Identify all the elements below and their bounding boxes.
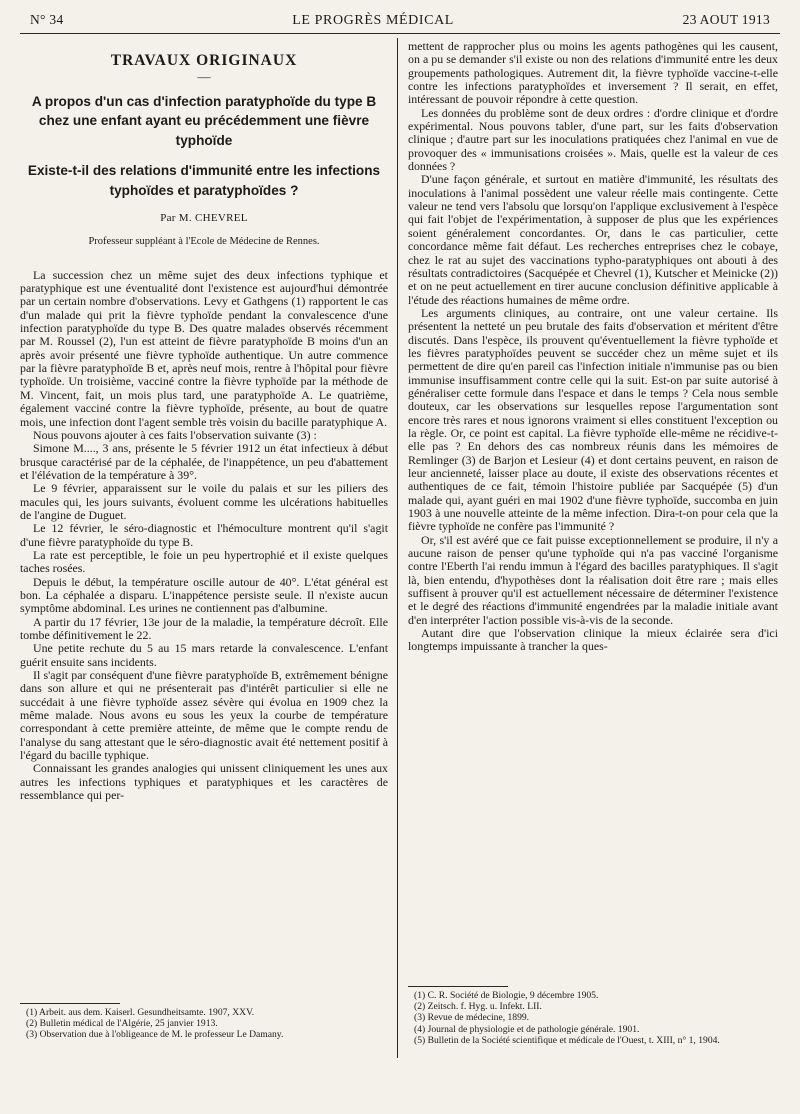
footnote-rule-left [20, 1003, 120, 1004]
column-divider [397, 38, 398, 1058]
running-head [30, 12, 770, 32]
right-body-text [408, 40, 778, 654]
right-footnotes [414, 990, 776, 1046]
paragraph: Connaissant les grandes analogies qui unissent cliniquement les unes aux autres les infections typhiques et paratyphiques et les caractères de ressemblance qui per- [20, 761, 388, 803]
footnote-rule-right [408, 986, 508, 987]
left-body-text [20, 269, 388, 803]
paragraph: La succession chez un même sujet des deux infections typhique et paratyphique est une éventualité dont l'existence est aujourd'hui démontrée par un certain nombre d'observations. Levy et Gathgens (1) rapportent le cas d'un malade qui prit la fièvre typhoïde pendant la convalescence d'une infection paratyphoïde du type B. Des quatre malades observés récemment par M. Roussel (2), l'un est atteint de fièvre paratyphoïde B moins d'un an après avoir présenté une fièvre typhoïde authentique. Un autre commence par la fièvre paratyphoïde B et, après neuf mois, rentre à l'hôpital pour fièvre typhoïde. Un troisième, vacciné contre la fièvre typhoïde par la méthode de M. Vincent, fait, un mois plus tard, une paratyphoïde A. Le quatrième, également vacciné contre la fièvre typhoïde, présente, au bout de quatre mois, une infection dont l'agent semble très voisin du bacille paratyphique A. [20, 267, 388, 429]
paragraph: mettent de rapprocher plus ou moins les agents pathogènes qui les causent, on a pu se demander s'il existe ou non des relations d'immunité entre les deux groupements pathologiques. Autrement dit, la fièvre typhoïde vaccine-t-elle contre les infections paratyphoïdes et inversement ? Il serait, en effet, intéressant de pouvoir répondre à cette question. [408, 40, 778, 107]
article-subtitle: Existe-t-il des relations d'immunité entre les infections typhoïdes et paratyphoïdes ? [27, 163, 381, 198]
header-rule [20, 33, 780, 34]
article-title: A propos d'un cas d'infection paratyphoïde du type B chez une enfant ayant eu précédemment une fièvre typhoïde [31, 94, 377, 148]
right-column [408, 40, 778, 984]
paragraph: A partir du 17 février, 13e jour de la maladie, la température décroît. Elle tombe définitivement le 22. [20, 614, 388, 642]
footnote: (5) Bulletin de la Société scientifique et médicale de l'Ouest, t. XIII, n° 1, 1904. [414, 1034, 720, 1046]
paragraph: Les arguments cliniques, au contraire, ont une valeur certaine. Ils présentent la netteté un peu brutale des faits d'observation et méritent d'être discutés. Dans l'espèce, ils prouvent qu'éventuellement la fièvre typhoïde et les fièvres paratyphoïdes peuvent se succéder chez un même sujet et ils permettent de dire qu'en pareil cas l'infection initiale n'immunise pas ou bien immunise insuffisamment contre celle qui la suit. Est-on par suite autorisé à généraliser cette formule dans l'espace et dans le temps ? Cela nous semble douteux, car les observations sur lesquelles repose l'argumentation sont encore très rares et nous ignorons vraiment si elles constituent l'exception ou la règle. Or, ce point est capital. La fièvre typhoïde elle-même ne récidive-t-elle pas ? En dehors des cas nombreux réunis dans les mémoires de Remlinger (3) de Barjon et Lesieur (4) et dont certains peuvent, en raison de leur ancienneté, laisser place au doute, il existe des observations récentes et authentiques de ce fait, témoin l'histoire publiée par Sacquépée (5) d'un malade qui, ayant guéri en mai 1902 d'une fièvre typhoïde, succomba en juin 1903 à une nouvelle atteinte de la même infection. Dira-t-on pour cela que la fièvre typhoïde ne confère pas l'immunité ? [408, 305, 778, 534]
paragraph: Or, s'il est avéré que ce fait puisse exceptionnellement se produire, il n'y a aucune raison de penser qu'une typhoïde qui n'a pas vacciné l'organisme contre l'Eberth l'ai rendu immun à l'égard des bacilles paratyphiques. Il s'agit là, bien entendu, d'hypothèses dont la réalisation doit être rare ; mais elles suffisent à prouver qu'il est actuellement nécessaire de déterminer l'existence et le degré des réactions d'immunité engendrées par la maladie initiale avant d'en interpréter l'action possible vis-à-vis de la seconde. [408, 532, 778, 627]
title-dash: — [197, 69, 211, 84]
footnote: (4) Journal de physiologie et de pathologie générale. 1901. [414, 1023, 640, 1035]
left-footnotes [26, 1007, 386, 1041]
issue-number: N° 34 [30, 12, 64, 27]
paragraph: Le 12 février, le séro-diagnostic et l'hémoculture montrent qu'il s'agit d'une fièvre paratyphoïde du type B. [20, 521, 388, 549]
paragraph: Depuis le début, la température oscille autour de 40°. L'état général est bon. La céphalée a disparu. L'inappétence persiste seule. Il n'existe aucun symptôme abdominal. Les urines ne contiennent pas d'albumine. [20, 574, 388, 616]
paragraph: Une petite rechute du 5 au 15 mars retarde la convalescence. L'enfant guérit ensuite sans incidents. [20, 641, 388, 669]
paragraph: Autant dire que l'observation clinique la mieux éclairée sera d'ici longtemps impuissante à trancher la ques- [408, 626, 778, 654]
author-prefix: Par M. [160, 212, 195, 225]
footnote: (3) Observation due à l'obligeance de M. le professeur Le Damany. [26, 1029, 284, 1041]
author-name: CHEVREL [194, 212, 248, 225]
paragraph: Nous pouvons ajouter à ces faits l'observation suivante (3) : [33, 427, 317, 442]
footnote: (1) C. R. Société de Biologie, 9 décembre 1905. [414, 990, 599, 1001]
left-column [20, 40, 388, 998]
paragraph: La rate est perceptible, le foie un peu hypertrophié et il existe quelques taches rosées. [20, 547, 388, 576]
footnote: (2) Bulletin médical de l'Algérie, 25 janvier 1913. [26, 1018, 218, 1030]
paragraph: Le 9 février, apparaissent sur le voile du palais et sur les piliers des macules qui, les jours suivants, évoluent comme les ulcérations habituelles de l'angine de Duguet. [20, 481, 388, 522]
footnote: (2) Zeitsch. f. Hyg. u. Infekt. LII. [414, 1001, 542, 1013]
paragraph: Les données du problème sont de deux ordres : d'ordre clinique et d'ordre expérimental. Nous pouvons tabler, d'une part, sur les faits d'observation clinique ; d'autre part sur les inoculations pratiquées chez l'animal en vue de provoquer des « immunisations croisées ». Mais, quelle est la valeur de ces données ? [408, 105, 778, 174]
byline [20, 212, 388, 225]
section-title: TRAVAUX ORIGINAUX [110, 52, 298, 69]
paragraph: D'une façon générale, et surtout en matière d'immunité, les résultats des inoculations à l'animal possèdent une valeur réelle mais contingente. Cette valeur ne tend vers l'absolu que lorsqu'on l'applique exclusivement à l'espèce qui fait l'objet de l'expérimentation, à supposer de plus que les expériences soient généralement concordantes. Or, dans le cas particulier, cette concordance même fait défaut. Les recherches entreprises chez le cobaye, chez le rat au sujet des vaccinations typho-paratyphiques ont abouti à des résultats contradictoires (Sacquépée et Chevrel (1), Kutscher et Meinicke (2)) et on ne peut actuellement en tirer aucune conclusion définitive applicable à l'étude des réactions humaines de même ordre. [408, 172, 778, 307]
paragraph: Simone M...., 3 ans, présente le 5 février 1912 un état infectieux à début brusque caractérisé par de la céphalée, de l'inappétence, un peu d'abattement et l'élévation de la température à 39°. [20, 441, 388, 482]
footnote: (3) Revue de médecine, 1899. [414, 1012, 530, 1024]
journal-name: LE PROGRÈS MÉDICAL [292, 13, 454, 28]
paragraph: Il s'agit par conséquent d'une fièvre paratyphoïde B, extrêmement bénigne dans son allure et qui ne présenterait pas d'intérêt particulier si elle ne succédait à une fièvre typhoïde assez sévère qui évolua en 1909 chez la même malade. Nous avons eu sous les yeux la courbe de température correspondant à cette première atteinte, de même que le compte rendu de l'analyse du sang attestant que le séro-diagnostic avait été nettement positif à l'égard du bacille typhique. [20, 668, 388, 763]
issue-date: 23 AOUT 1913 [682, 12, 770, 27]
footnote: (1) Arbeit. aus dem. Kaiserl. Gesundheitsamte. 1907, XXV. [26, 1007, 255, 1018]
author-affiliation: Professeur suppléant à l'Ecole de Médecine de Rennes. [88, 236, 320, 248]
